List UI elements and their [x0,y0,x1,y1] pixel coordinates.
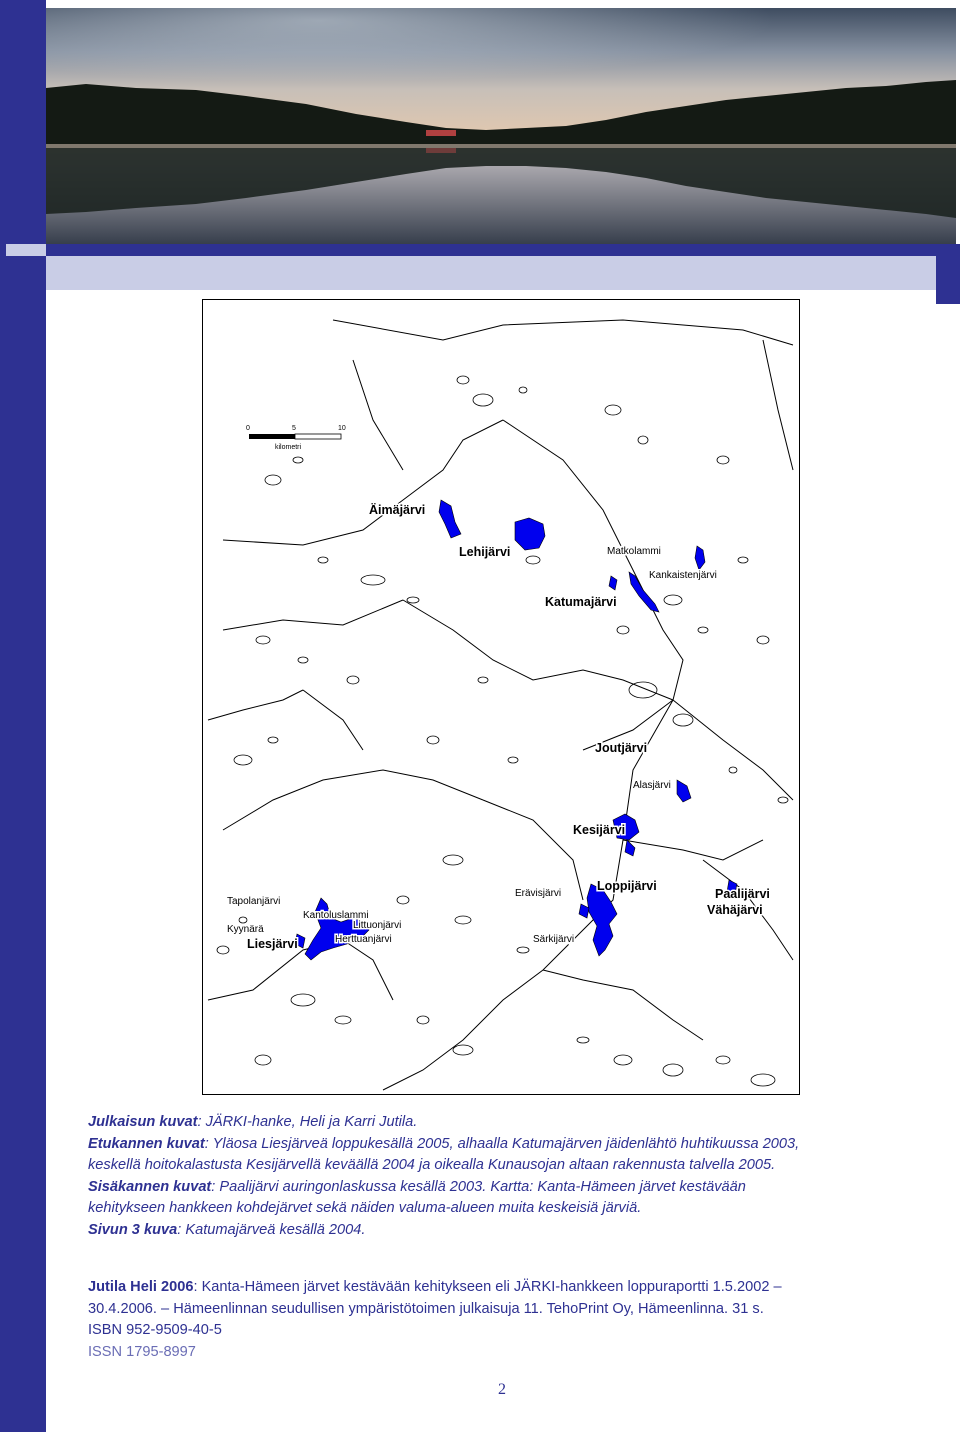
map-islet [417,1016,429,1024]
map-islet [517,947,529,953]
map-islet [293,457,303,463]
credits-label: Julkaisun kuvat [88,1114,198,1130]
map-islet [291,994,315,1006]
map-boundary [208,690,303,720]
left-bar-notch [6,244,46,256]
lake-shape [625,840,635,856]
map-boundary [763,340,793,470]
lake-label: Lehijärvi [459,545,511,559]
citation-line-2: 30.4.2006. – Hämeenlinnan seudullisen ympäristötoimen julkaisuja 11. TehoPrint Oy, Hämeenlinna. 31 s. [88,1300,764,1317]
map-islet [347,676,359,684]
map-islet [617,626,629,634]
page-number: 2 [498,1381,506,1398]
lake-labels [227,502,770,951]
credits-label: Sisäkannen kuvat [88,1178,212,1195]
credits-label: Etukannen kuvat [88,1135,205,1152]
credits-line-5: kehitykseen hankkeen kohdejärvet sekä näiden valuma-alueen muita keskeisiä järviä. [88,1200,642,1217]
map-islet [318,557,328,563]
lake-label: Vähäjärvi [707,903,763,917]
map-boundary [353,360,403,470]
map-islet [443,855,463,865]
map-islet [508,757,518,763]
map-islet [478,677,488,683]
map-islet [239,917,247,923]
map-islet [716,1056,730,1064]
lake-label: Kantoluslammi [303,910,369,921]
scale-tick-0: 0 [246,425,250,432]
lake-label: Herttuanjärvi [335,934,392,945]
scale-tick-10: 10 [338,425,346,432]
scale-unit: kilometri [275,444,302,451]
map-islet [234,755,252,765]
lake-label: Kankaistenjärvi [649,570,717,581]
map-boundary [623,840,763,860]
map-boundary [483,800,583,900]
map-boundary [503,420,683,700]
lake-label: Liesjärvi [247,937,298,951]
map-islet [457,376,469,384]
map-islet [757,636,769,644]
issn: ISSN 1795-8997 [88,1343,196,1360]
header-band-light [46,256,936,290]
credits-line-1: Julkaisun kuvat: JÄRKI-hanke, Heli ja Karri Jutila. [88,1114,418,1130]
map-islet [577,1037,589,1043]
map-islet [217,946,229,954]
map-islet [427,736,439,744]
credits-label: Sivun 3 kuva [88,1221,178,1238]
lake-label: Kyynärä [227,924,264,935]
top-strip [46,0,960,8]
map-islet [335,1016,351,1024]
map-islet [778,797,788,803]
map-islet [673,714,693,726]
map-islet [526,556,540,564]
lake-shape [439,500,461,538]
map-islet [268,737,278,743]
bibliographic-info [88,1277,938,1363]
map-islet [663,1064,683,1076]
map-boundary [223,770,483,830]
lake-label: Äimäjärvi [369,503,426,517]
lake-photo [46,8,956,246]
map-islet [298,657,308,663]
scale-bar [246,425,346,451]
map-islet [361,575,385,585]
map-boundary [673,700,793,800]
map-islet [664,595,682,605]
credits-line-4: Sisäkannen kuvat: Paalijärvi auringonlaskussa kesällä 2003. Kartta: Kanta-Hämeen järvet kestävään [88,1178,746,1195]
lake-shape [515,518,545,550]
map-islet [397,896,409,904]
map-islet [473,394,493,406]
lake-label: Katumajärvi [545,595,617,609]
lake-label: Erävisjärvi [515,888,562,899]
lake-label: Loppijärvi [597,879,657,893]
citation-line-1: Jutila Heli 2006: Kanta-Hämeen järvet kestävään kehitykseen eli JÄRKI-hankkeen loppuraportti 1.5.2002 – [88,1279,782,1295]
credits-line-2: Etukannen kuvat: Yläosa Liesjärveä loppukesällä 2005, alhaalla Katumajärven jäidenlähtö huhtikuussa 2003, [88,1135,800,1152]
map-boundary [543,970,703,1040]
lake-shape [677,780,691,802]
map-islet [729,767,737,773]
map-islet [519,387,527,393]
map-islet [256,636,270,644]
map-islet [629,682,657,698]
map-islet [453,1045,473,1055]
map-islet [255,1055,271,1065]
left-margin-bar [0,0,46,1432]
map-islet [455,916,471,924]
credits-line-6: Sivun 3 kuva: Katumajärveä kesällä 2004. [88,1221,366,1238]
map-boundary [223,600,403,630]
map-islet [605,405,621,415]
map-boundary [303,690,363,750]
lake-label: Paalijärvi [715,887,770,901]
header-band-right [936,244,960,304]
lake-label: Tapolanjärvi [227,896,281,907]
lake-shape [609,576,617,590]
map-islet [407,597,419,603]
map-islet [265,475,281,485]
image-credits [88,1112,938,1242]
credits-line-3: keskellä hoitokalastusta Kesijärvellä keväällä 2004 ja oikealla Kunausojan altaan rakennusta talvella 2005. [88,1157,776,1174]
citation-author: Jutila Heli 2006 [88,1279,194,1295]
lake-shape [587,884,617,956]
scale-tick-5: 5 [292,425,296,432]
header-band-dark [46,244,960,256]
lake-label: Kesijärvi [573,823,626,837]
map-boundary [208,940,393,1000]
map-islet [738,557,748,563]
lake-map [202,299,800,1095]
lake-shape [579,904,589,918]
map-islet [698,627,708,633]
lake-shape [695,546,705,570]
map-islet [614,1055,632,1065]
isbn: ISBN 952-9509-40-5 [88,1322,222,1339]
lake-label: Littuonjärvi [353,920,402,931]
lake-label: Joutjärvi [595,741,648,755]
lake-label: Särkijärvi [533,934,575,945]
map-boundary [333,320,793,345]
map-islet [751,1074,775,1086]
map-islet [638,436,648,444]
lake-label: Matkolammi [607,546,661,557]
lake-label: Alasjärvi [633,780,671,791]
map-islet [717,456,729,464]
